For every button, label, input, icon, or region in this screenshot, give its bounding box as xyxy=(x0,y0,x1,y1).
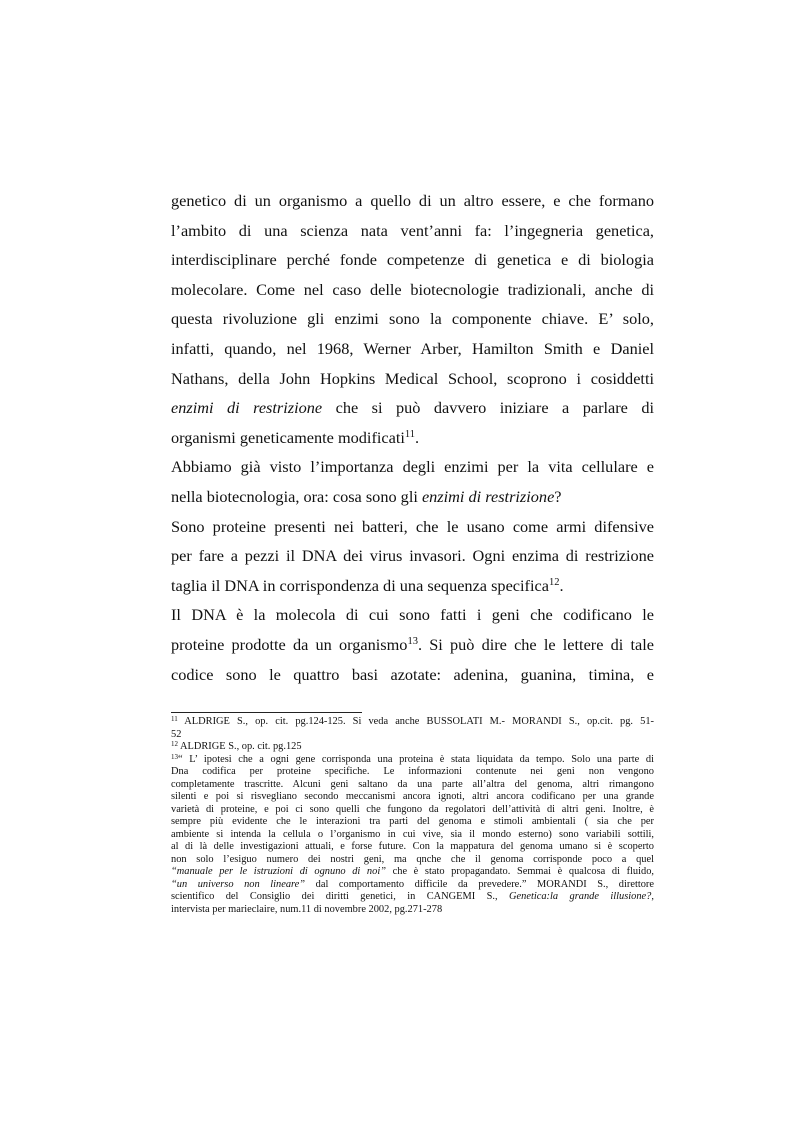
text-run: proteine prodotte da un organismo xyxy=(171,634,408,654)
footnote-line xyxy=(171,766,654,779)
text-run: “ L’ ipotesi che a ogni gene corrisponda una proteina è stata liquidata da tempo. Solo una parte di xyxy=(178,753,654,765)
footnote-marker: 13 xyxy=(171,752,178,761)
footnote-line xyxy=(171,716,654,729)
footnote-line xyxy=(171,729,654,742)
text-run: nella biotecnologia, ora: cosa sono gli xyxy=(171,486,422,506)
body-line xyxy=(171,304,654,334)
body-line xyxy=(171,630,654,660)
footnote-line xyxy=(171,891,654,904)
footnote-line xyxy=(171,866,654,879)
body-line xyxy=(171,364,654,394)
text-run: che è stato propagandato. Semmai è qualcosa di fluido, xyxy=(386,866,654,877)
text-run: non solo l’esiguo numero dei nostri geni, ma qnche che il genoma corrisponde poco a quel xyxy=(171,853,654,865)
body-line xyxy=(171,393,654,423)
body-line xyxy=(171,216,654,246)
text-run: . xyxy=(559,575,564,595)
footnote-line xyxy=(171,741,654,754)
body-line xyxy=(171,482,654,512)
text-run: l’ambito di una scienza nata vent’anni fa: l’ingegneria genetica, xyxy=(171,220,654,240)
footnotes xyxy=(171,716,654,916)
footnote-line xyxy=(171,779,654,792)
body-line xyxy=(171,423,654,453)
text-run: ALDRIGE S., op. cit. pg.125 xyxy=(178,741,302,752)
italic-text: “manuale per le istruzioni di ognuno di noi” xyxy=(171,866,386,877)
text-run: . Si può dire che le lettere di tale xyxy=(417,634,654,654)
footnote-line xyxy=(171,804,654,817)
body-line xyxy=(171,334,654,364)
footnote-line xyxy=(171,879,654,892)
text-run: dal comportamento difficile da prevedere.” MORANDI S., direttore xyxy=(305,878,654,890)
body-line xyxy=(171,452,654,482)
text-run: intervista per marieclaire, num.11 di novembre 2002, pg.271-278 xyxy=(171,903,443,915)
text-run: per fare a pezzi il DNA dei virus invasori. Ogni enzima di restrizione xyxy=(171,546,654,566)
footnote-line xyxy=(171,841,654,854)
body-line xyxy=(171,571,654,601)
body-line xyxy=(171,275,654,305)
text-run: scientifico del Consiglio dei diritti genetici, in CANGEMI S., xyxy=(171,891,510,902)
text-run: . xyxy=(415,427,420,447)
text-run: ? xyxy=(554,486,562,506)
text-run: taglia il DNA in corrispondenza di una sequenza specifica xyxy=(171,575,549,595)
italic-text: enzimi di restrizione xyxy=(171,398,323,418)
text-run: Abbiamo già visto l’importanza degli enzimi per la vita cellulare e xyxy=(171,457,654,477)
text-run: codice sono le quattro basi azotate: adenina, guanina, timina, e xyxy=(171,664,654,684)
footnote-line xyxy=(171,816,654,829)
text-run: completamente trascritte. Alcuni geni saltano da una parte all’altra del genoma, altri rimangono xyxy=(171,778,654,790)
text-run: sempre più evidente che le interazioni tra parti del genoma e stimoli ambientali ( sia che per xyxy=(171,816,654,827)
footnote-marker: 11 xyxy=(171,715,178,723)
text-run: Dna codifica per proteine specifiche. Le informazioni contenute nei geni non vengono xyxy=(171,766,654,777)
text-run: molecolare. Come nel caso delle biotecnologie tradizionali, anche di xyxy=(171,279,654,299)
text-run: organismi geneticamente modificati xyxy=(171,427,405,447)
footnote-separator xyxy=(171,712,362,713)
body-text xyxy=(171,186,654,689)
text-run: varietà di proteine, e poi ci sono quelli che fungono da regolatori dell’attività di altri geni. Inoltre, è xyxy=(171,803,654,815)
text-run: Nathans, della John Hopkins Medical School, scoprono i cosiddetti xyxy=(171,368,654,388)
text-run: infatti, quando, nel 1968, Werner Arber, Hamilton Smith e Daniel xyxy=(171,338,654,358)
text-run: silenti e poi si risvegliano secondo meccanismi ancora ignoti, altri ancora codificano per una grande xyxy=(171,791,654,802)
text-run: ambiente si intenda la cellula o l’organismo in cui vive, sia il mondo esterno) sono variabili sottili, xyxy=(171,828,654,840)
footnote-marker: 11 xyxy=(404,428,416,440)
footnote-line xyxy=(171,754,654,767)
text-run: , xyxy=(651,891,654,902)
text-run: ALDRIGE S., op. cit. pg.124-125. Si veda anche BUSSOLATI M.- MORANDI S., op.cit. pg. 51- xyxy=(177,716,654,727)
italic-text: Genetica:la grande illusione? xyxy=(509,891,652,902)
text-run: 52 xyxy=(171,728,182,740)
body-line xyxy=(171,512,654,542)
text-run: che si può davvero iniziare a parlare di xyxy=(322,398,655,418)
italic-text: enzimi di restrizione xyxy=(421,486,555,506)
body-line xyxy=(171,186,654,216)
text-run: al di là delle investigazioni attuali, e forse future. Con la mappatura del genoma umano si è scoperto xyxy=(171,841,654,852)
body-line xyxy=(171,541,654,571)
footnote-marker: 13 xyxy=(407,635,418,647)
text-run: Il DNA è la molecola di cui sono fatti i geni che codificano le xyxy=(171,605,654,625)
footnote-line xyxy=(171,791,654,804)
body-line xyxy=(171,245,654,275)
body-line xyxy=(171,600,654,630)
text-run: Sono proteine presenti nei batteri, che le usano come armi difensive xyxy=(171,516,654,536)
body-line xyxy=(171,660,654,690)
footnote-line xyxy=(171,829,654,842)
footnote-line xyxy=(171,854,654,867)
footnote-marker: 12 xyxy=(171,740,178,748)
text-run: questa rivoluzione gli enzimi sono la componente chiave. E’ solo, xyxy=(171,309,654,329)
footnote-marker: 12 xyxy=(548,576,560,588)
text-run: interdisciplinare perché fonde competenze di genetica e di biologia xyxy=(171,250,654,270)
text-run: genetico di un organismo a quello di un altro essere, e che formano xyxy=(171,191,654,210)
italic-text: “un universo non lineare” xyxy=(171,878,306,890)
footnote-line xyxy=(171,904,654,917)
